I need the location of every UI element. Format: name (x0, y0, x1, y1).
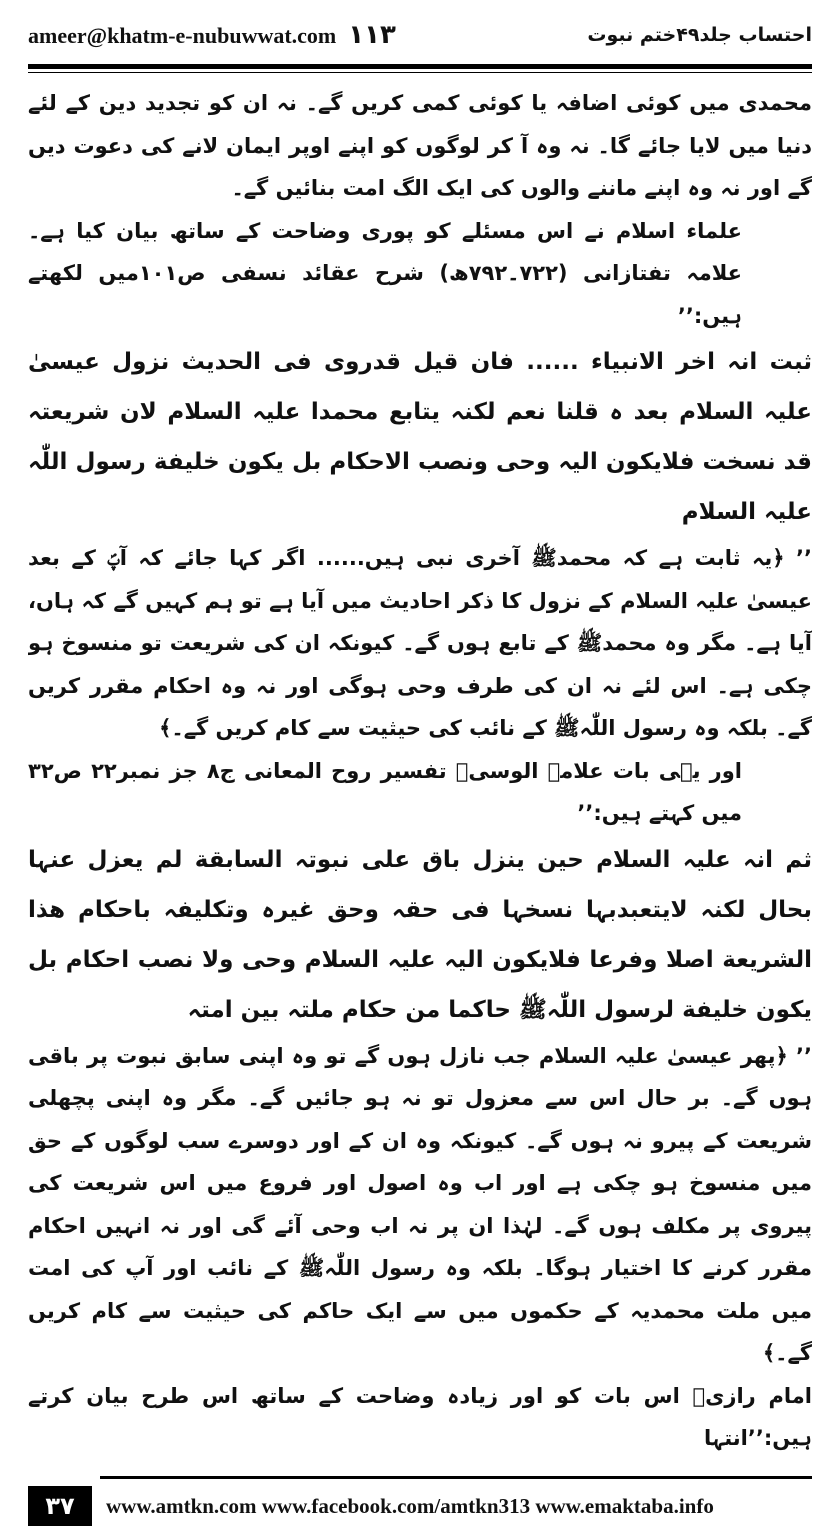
footer-rule (100, 1476, 812, 1479)
paragraph-razi-intro: امام رازیؒ اس بات کو اور زیادہ وضاحت کے ساتھ اس طرح بیان کرتے ہیں:’’انتہا (28, 1383, 812, 1450)
urdu-translation-taftazani: ’’ ﴿یہ ثابت ہے کہ محمدﷺ آخری نبی ہیں...... اگر کہا جائے کہ آپؐ کے بعد عیسیٰ علیہ السلام کے نزول کا ذکر احادیث میں آیا ہے تو ہم کہیں گے کہ ہاں، آیا ہے۔ مگر وہ محمدﷺ کے تابع ہوں گے۔ کیونکہ ان کی شریعت تو منسوخ ہو چکی ہے۔ اس لئے نہ ان کی طرف وحی ہوگی اور نہ وہ احکام مقرر کریں گے۔ بلکہ وہ رسول اللّٰہﷺ کے نائب کی حیثیت سے کام کریں گے۔﴾ (28, 546, 812, 740)
footer-websites[interactable]: www.amtkn.com www.facebook.com/amtkn313 www.emaktaba.info (106, 1493, 714, 1518)
header-rule-thick (28, 64, 812, 69)
header-left (28, 20, 396, 50)
header-email[interactable]: ameer@khatm-e-nubuwwat.com (28, 23, 337, 48)
page-footer (28, 1484, 812, 1528)
arabic-quote-alusi: ثم انہ علیہ السلام حین ینزل باق علی نبوتہ السابقة لم یعزل عنہا بحال لکنہ لایتعبدبہا نسخہا فی حقہ وحق غیرہ وتکلیفہ باحکام ھذا الشریعة اصلا وفرعا فلایکون الیہ علیہ السلام وحی ولا نصب احکام بل یکون خلیفة لرسول اللّٰہﷺ حاکما من حکام ملتہ بین امتہ (28, 846, 812, 1023)
paragraph-taftazani-intro (28, 210, 812, 338)
paragraph-continuation: محمدی میں کوئی اضافہ یا کوئی کمی کریں گے۔ نہ ان کو تجدید دین کے لئے دنیا میں لایا جائے گا۔ نہ وہ آ کر لوگوں کو اپنے اوپر ایمان لانے کی دعوت دیں گے اور نہ وہ اپنے ماننے والوں کی ایک الگ امت بنائیں گے۔ (28, 91, 812, 200)
folio-number: ۳۷ (28, 1486, 92, 1526)
page-body (28, 82, 812, 1464)
running-title: احتساب جلد۴۹ختم نبوت (587, 24, 812, 46)
urdu-translation-alusi: ’’ ﴿پھر عیسیٰ علیہ السلام جب نازل ہوں گے تو وہ اپنی سابق نبوت پر باقی ہوں گے۔ بر حال اس سے معزول تو نہ ہو جائیں گے۔ مگر وہ اپنی پچھلی شریعت کے پیرو نہ ہوں گے۔ کیونکہ وہ ان کے اور دوسرے سب لوگوں کے حق میں منسوخ ہو چکی ہے اور اب وہ اصول اور فروع میں اس شریعت کی پیروی پر مکلف ہوں گے۔ لہٰذا ان پر نہ اب وحی آئے گی اور نہ انہیں احکام مقرر کرنے کا اختیار ہوگا۔ بلکہ وہ رسول اللّٰہﷺ کے نائب اور آپ کی امت میں ملت محمدیہ کے حکموں میں سے ایک حاکم کی حیثیت سے کام کریں گے۔﴾ (28, 1043, 812, 1365)
page-number: ۱۱۳ (348, 20, 396, 50)
header-rule-thin (28, 72, 812, 73)
paragraph-alusi-intro: اور یہی بات علامہ الوسیؒ تفسیر روح المعانی ج۸ جز نمبر۲۲ ص۳۲ میں کہتے ہیں:’’ (28, 758, 743, 825)
arabic-quote-taftazani: ثبت انہ اخر الانبیاء ...... فان قیل قدروی فی الحدیث نزول عیسیٰ علیہ السلام بعد ہ قلنا نعم لکنہ یتابع محمدا علیہ السلام لان شریعتہ قد نسخت فلایکون الیہ وحی ونصب الاحکام بل یکون خلیفة رسول اللّٰہ علیہ السلام (28, 349, 812, 525)
urdu-text: علماء اسلام نے اس مسئلے کو پوری وضاحت کے ساتھ بیان کیا ہے۔علامہ تفتازانی (۷۲۲۔۷۹۲ھ) شرح عقائد نسفی ص۱۰۱میں لکھتے ہیں:’’ (28, 218, 742, 328)
page-header (28, 10, 812, 60)
